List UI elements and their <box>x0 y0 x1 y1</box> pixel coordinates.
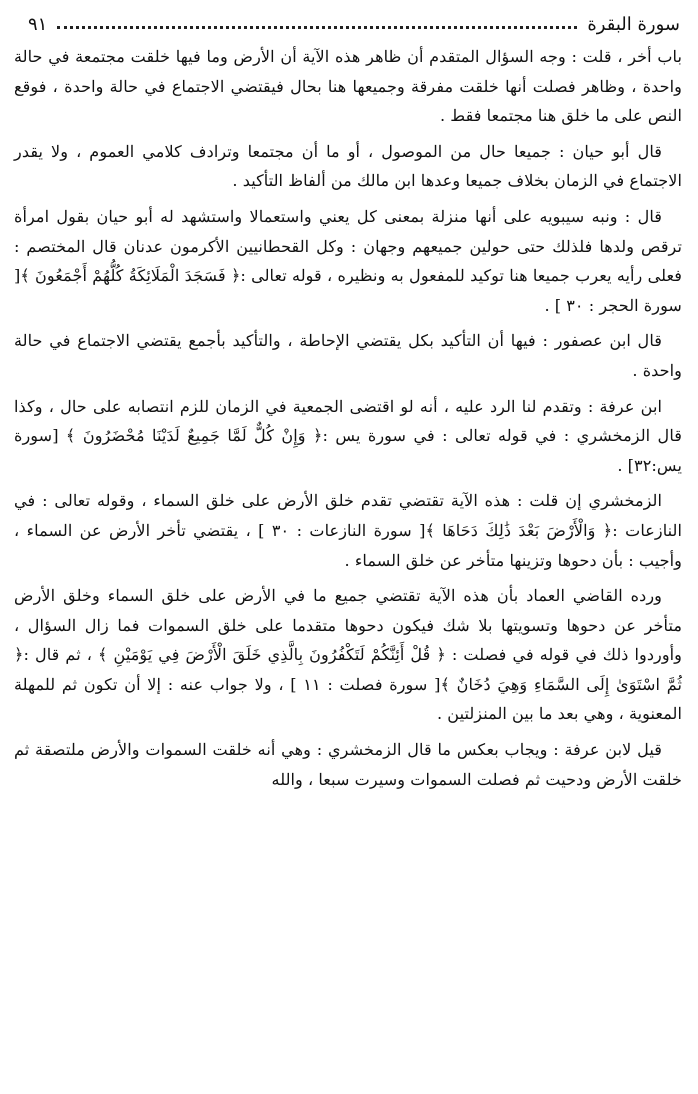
page-number: ٩١ <box>28 13 48 35</box>
paragraph-intro: باب أخر ، قلت : وجه السؤال المتقدم أن ظاهر هذه الآية أن الأرض وما فيها خلقت مجتمعة في حالة واحدة ، وظاهر فصلت أنها خلقت مفرقة وجميعها هنا بحال فيقتضي الاجتماع في حالة واحدة ، فوقع النص على ما خلق هنا مجتمعا فقط . <box>14 47 682 126</box>
paragraph-ibn-usfur: قال ابن عصفور : فيها أن التأكيد بكل يقتضي الإحاطة ، والتأكيد بأجمع يقتضي الاجتماع في حالة واحدة . <box>14 331 682 380</box>
paragraph-sibawayh: قال : ونبه سيبويه على أنها منزلة بمعنى كل يعني واستعمالا واستشهد له أبو حيان بقول امرأة ترقص ولدها فلذلك حتى حولين جميعهم وجهان : وكل القحطانيين الأكرمون عدنان قال المختصم : فعلى رأيه يعرب جميعا هنا توكيد للمفعول به ونظيره ، قوله تعالى :﴿ فَسَجَدَ الْمَلَائِكَةُ كُلُّهُمْ أَجْمَعُونَ ﴾[ سورة الحجر : ٣٠ ] . <box>14 206 682 315</box>
paragraph-abu-hayyan: قال أبو حيان : جميعا حال من الموصول ، أو ما أن مجتمعا وترادف كلامي العموم ، ولا يقدر الاجتماع في الزمان بخلاف جميعا وعدها ابن مالك من ألفاظ التأكيد . <box>14 141 682 191</box>
paragraph-zamakhshari: الزمخشري إن قلت : هذه الآية تقتضي تقدم خلق الأرض على خلق السماء ، وقوله تعالى : في النازعات :﴿ وَالْأَرْضَ بَعْدَ ذَٰلِكَ دَحَاهَا ﴾[ سورة النازعات : ٣٠ ] ، يقتضي تأخر الأرض عن السماء ، وأجيب : بأن دحوها وتزينها متأخر عن خلق السماء . <box>14 491 682 570</box>
book-page <box>12 6 684 1086</box>
paragraph-ibn-arafa: ابن عرفة : وتقدم لنا الرد عليه ، أنه لو اقتضى الجمعية في الزمان للزم انتصابه على حال ، وكذا قال الزمخشري : في قوله تعالى : في سورة يس :﴿ وَإِنْ كُلٌّ لَمَّا جَمِيعٌ لَدَيْنَا مُحْضَرُونَ ﴾ [سورة يس:٣٢] . <box>14 396 682 475</box>
surah-title: سورة البقرة <box>587 13 680 35</box>
paragraph-qadi-imad: ورده القاضي العماد بأن هذه الآية تقتضي جميع ما في الأرض على خلق السماء وخلق الأرض متأخر عن دحوها وتسويتها بلا شك فيكون دحوها متقدما على خلق السموات فما زال السؤال ، وأوردوا ذلك في قوله في فصلت : ﴿ قُلْ أَئِنَّكُمْ لَتَكْفُرُونَ بِالَّذِي خَلَقَ الْأَرْضَ فِي يَوْمَيْنِ ﴾ ، ثم قال :﴿ ثُمَّ اسْتَوَىٰ إِلَى السَّمَاءِ وَهِيَ دُخَانٌ ﴾[ سورة فصلت : ١١ ] ، ولا جواب عنه : إلا أن تكون ثم للمهلة المعنوية ، وهي بعد ما بين المنزلتين . <box>14 586 682 724</box>
page-header <box>12 6 684 42</box>
header-dotted-rule <box>57 26 577 29</box>
page-body <box>12 42 684 794</box>
paragraph-closing: قيل لابن عرفة : ويجاب بعكس ما قال الزمخشري : وهي أنه خلقت السموات والأرض ملتصقة ثم خلقت الأرض ودحيت ثم فصلت السموات وسيرت سبعا ، والله <box>14 740 682 789</box>
